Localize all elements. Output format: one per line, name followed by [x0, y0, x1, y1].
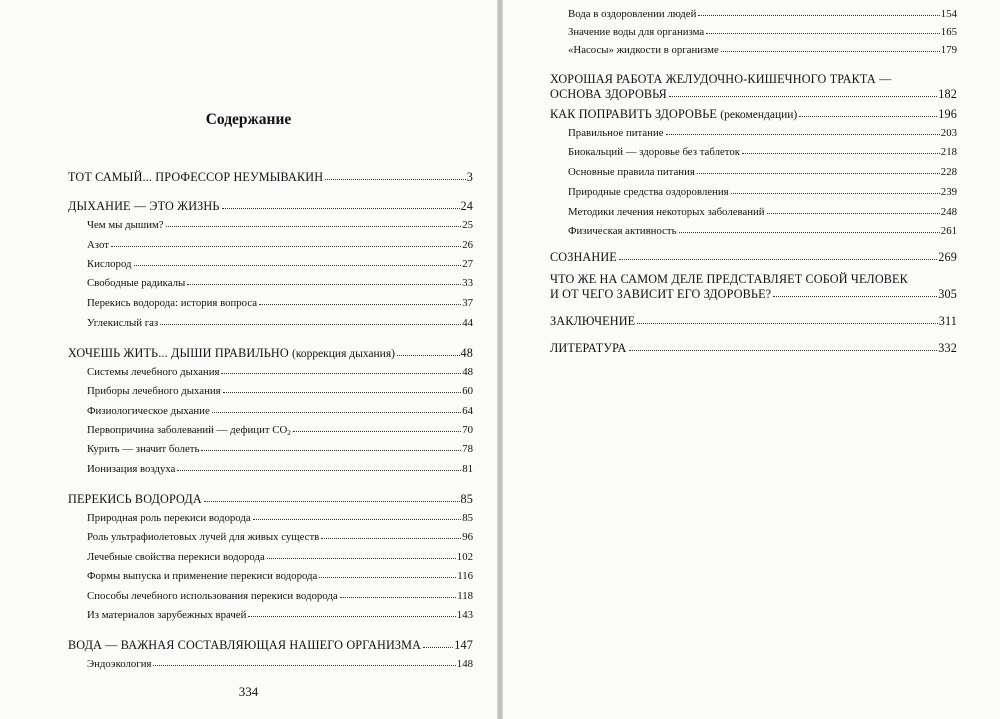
- toc-entry[interactable]: Азот 26: [87, 239, 473, 251]
- toc-entry[interactable]: ЧТО ЖЕ НА САМОМ ДЕЛЕ ПРЕДСТАВЛЯЕТ СОБОЙ ЧЕЛОВЕК И ОТ ЧЕГО ЗАВИСИТ ЕГО ЗДОРОВЬЕ? 305: [550, 272, 957, 301]
- toc-entry[interactable]: Из материалов зарубежных врачей 143: [87, 609, 473, 621]
- toc-entry[interactable]: Эндоэкология 148: [87, 658, 473, 670]
- toc-entry[interactable]: Приборы лечебного дыхания 60: [87, 385, 473, 397]
- left-page: [0, 0, 497, 719]
- right-page: [503, 0, 1000, 719]
- toc-entry[interactable]: Ионизация воздуха 81: [87, 463, 473, 475]
- toc-entry[interactable]: Природная роль перекиси водорода 85: [87, 512, 473, 524]
- toc-entry[interactable]: Биокальций — здоровье без таблеток 218: [568, 146, 957, 158]
- toc-entry[interactable]: Углекислый газ 44: [87, 317, 473, 329]
- toc-entry[interactable]: Физическая активность 261: [568, 225, 957, 237]
- page-number: 334: [238, 684, 259, 699]
- toc-entry[interactable]: Курить — значит болеть 78: [87, 443, 473, 455]
- toc-entry[interactable]: Первопричина заболеваний — дефицит $CO_2$ 70: [87, 424, 473, 437]
- toc-entry[interactable]: Системы лечебного дыхания 48: [87, 366, 473, 378]
- toc-entry[interactable]: Лечебные свойства перекиси водорода 102: [87, 551, 473, 563]
- toc-entry[interactable]: Свободные радикалы 33: [87, 277, 473, 289]
- toc-entry[interactable]: Перекись водорода: история вопроса 37: [87, 297, 473, 309]
- toc-entry[interactable]: Природные средства оздоровления 239: [568, 186, 957, 198]
- toc-entry[interactable]: Значение воды для организма 165: [568, 26, 957, 38]
- toc-entry[interactable]: ВОДА — ВАЖНАЯ СОСТАВЛЯЮЩАЯ НАШЕГО ОРГАНИЗМА 147: [68, 638, 473, 652]
- toc-entry[interactable]: ПЕРЕКИСЬ ВОДОРОДА 85: [68, 492, 473, 506]
- toc-entry[interactable]: Физиологическое дыхание 64: [87, 405, 473, 417]
- toc-entry[interactable]: Правильное питание 203: [568, 127, 957, 139]
- toc-entry[interactable]: Роль ультрафиолетовых лучей для живых существ 96: [87, 531, 473, 543]
- toc-entry[interactable]: ХОРОШАЯ РАБОТА ЖЕЛУДОЧНО-КИШЕЧНОГО ТРАКТА — ОСНОВА ЗДОРОВЬЯ 182: [550, 72, 957, 101]
- toc-entry[interactable]: Формы выпуска и применение перекиси водорода 116: [87, 570, 473, 582]
- toc-entry[interactable]: ЛИТЕРАТУРА 332: [550, 341, 957, 355]
- toc-entry[interactable]: Методики лечения некоторых заболеваний 248: [568, 206, 957, 218]
- toc-entry[interactable]: СОЗНАНИЕ 269: [550, 250, 957, 264]
- toc-entry[interactable]: Основные правила питания 228: [568, 166, 957, 178]
- toc-entry[interactable]: ДЫХАНИЕ — ЭТО ЖИЗНЬ 24: [68, 199, 473, 213]
- toc-entry[interactable]: Кислород 27: [87, 258, 473, 270]
- contents-title: Содержание: [205, 111, 292, 128]
- toc-entry[interactable]: ЗАКЛЮЧЕНИЕ 311: [550, 314, 957, 328]
- toc-entry[interactable]: ТОТ САМЫЙ... ПРОФЕССОР НЕУМЫВАКИН 3: [68, 170, 473, 184]
- toc-entry[interactable]: ХОЧЕШЬ ЖИТЬ... ДЫШИ ПРАВИЛЬНО (коррекция дыхания) 48: [68, 346, 473, 360]
- toc-entry[interactable]: Чем мы дышим? 25: [87, 219, 473, 231]
- toc-entry[interactable]: «Насосы» жидкости в организме 179: [568, 44, 957, 56]
- toc-entry[interactable]: Вода в оздоровлении людей 154: [568, 8, 957, 20]
- toc-entry[interactable]: Способы лечебного использования перекиси водорода 118: [87, 590, 473, 602]
- toc-entry[interactable]: КАК ПОПРАВИТЬ ЗДОРОВЬЕ (рекомендации) 196: [550, 107, 957, 121]
